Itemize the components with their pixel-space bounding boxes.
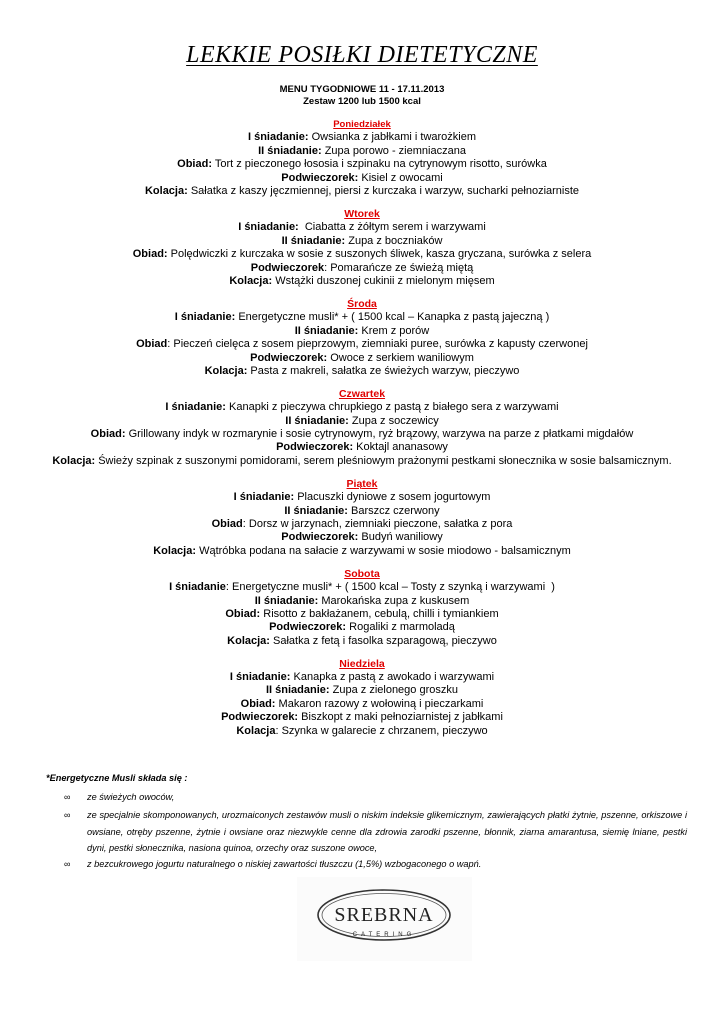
day-heading: Wtorek: [344, 207, 380, 220]
meal-text: Rogaliki z marmoladą: [346, 621, 455, 634]
meal-text: Budyń waniliowy: [358, 531, 443, 544]
logo-mark: [297, 877, 472, 961]
meal-line: [0, 325, 724, 338]
meal-label: II śniadanie:: [258, 144, 322, 157]
meal-line: [0, 248, 724, 261]
meal-line: [0, 595, 724, 608]
meal-text: Zupa porowo - ziemniaczana: [321, 144, 466, 157]
meal-label: I śniadanie:: [233, 491, 295, 504]
meal-label: I śniadanie:: [165, 401, 226, 414]
meal-text: : Pomarańcze ze świeżą miętą: [324, 261, 474, 274]
meal-text: Kanapka z pastą z awokado i warzywami: [290, 671, 495, 684]
meal-text: Sałatka z fetą i fasolka szparagową, pieczywo: [269, 634, 497, 647]
meal-line: [0, 131, 724, 144]
footnote-item: ze świeżych owoców,: [87, 792, 175, 802]
meal-text: : Energetyczne musli* + ( 1500 kcal – Tosty z szynką i warzywami ): [225, 581, 555, 594]
meal-text: Placuszki dyniowe z sosem jogurtowym: [294, 491, 491, 504]
logo-name: SREBRNA: [334, 904, 434, 926]
meal-text: Zupa z soczewicy: [348, 414, 439, 427]
meal-label: Kolacja:: [227, 634, 270, 647]
day-heading: Sobota: [344, 567, 380, 580]
meal-label: Podwieczorek:: [281, 171, 359, 184]
day-heading: Poniedziałek: [333, 119, 391, 130]
page-title: LEKKIE POSIŁKI DIETETYCZNE: [186, 42, 538, 68]
bullet-icon: ∞: [64, 810, 71, 820]
meal-line: [0, 338, 724, 351]
meal-line: [0, 608, 724, 621]
meal-label: Obiad:: [177, 158, 212, 171]
weekly-menu: [0, 118, 724, 738]
menu-set: Zestaw 1200 lub 1500 kcal: [303, 96, 421, 107]
meal-line: [0, 352, 724, 365]
meal-line: [0, 172, 724, 185]
meal-label: I śniadanie:: [229, 671, 291, 684]
meal-text: Zupa z zielonego groszku: [329, 684, 458, 697]
meal-label: Podwieczorek:: [276, 441, 354, 454]
meal-line: [0, 671, 724, 684]
meal-line: [0, 145, 724, 158]
meal-line: [0, 275, 724, 288]
meal-line: [0, 185, 724, 198]
meal-line: [0, 221, 724, 234]
meal-line: [0, 415, 724, 428]
meal-text: Wstążki duszonej cukinii z mielonym mięsem: [272, 274, 495, 287]
meal-label: Podwieczorek:: [269, 621, 347, 634]
meal-line: [0, 262, 724, 275]
logo-tagline: CATERING: [352, 932, 416, 938]
meal-label: Obiad: [211, 517, 243, 530]
meal-text: Wątróbka podana na sałacie z warzywami w sosie miodowo - balsamicznym: [196, 544, 571, 557]
meal-text: : Dorsz w jarzynach, ziemniaki pieczone, sałatka z pora: [242, 517, 513, 530]
menu-week: MENU TYGODNIOWE 11 - 17.11.2013: [279, 84, 445, 95]
meal-text: Polędwiczki z kurczaka w sosie z suszonych śliwek, kasza gryczana, surówka z selera: [167, 248, 592, 261]
meal-label: Podwieczorek:: [281, 531, 359, 544]
meal-line: [0, 621, 724, 634]
bullet-icon: ∞: [64, 859, 71, 869]
meal-label: II śniadanie:: [284, 504, 348, 517]
meal-text: Owoce z serkiem waniliowym: [327, 351, 474, 364]
meal-label: Obiad:: [90, 428, 126, 441]
meal-text: Biszkopt z maki pełnoziarnistej z jabłkami: [298, 711, 503, 724]
meal-label: Obiad:: [240, 697, 276, 710]
meal-text: Barszcz czerwony: [347, 504, 440, 517]
meal-text: Grillowany indyk w rozmarynie i sosie cytrynowym, ryż brązowy, warzywa na parze z płatkami migdałów: [125, 428, 634, 441]
meal-text: Krem z porów: [358, 324, 430, 337]
meal-line: [0, 711, 724, 724]
meal-line: [0, 455, 724, 468]
meal-label: Podwieczorek:: [221, 711, 299, 724]
meal-text: Marokańska zupa z kuskusem: [318, 594, 470, 607]
meal-text: Tort z pieczonego łososia i szpinaku na cytrynowym risotto, surówka: [212, 158, 547, 171]
meal-label: II śniadanie:: [294, 324, 359, 337]
meal-label: Kolacja:: [153, 544, 197, 557]
meal-line: [0, 491, 724, 504]
footnote-title: *Energetyczne Musli składa się :: [46, 773, 188, 783]
day-heading: Czwartek: [338, 387, 386, 400]
meal-label: Obiad:: [132, 248, 168, 261]
meal-text: Owsianka z jabłkami i twarożkiem: [308, 131, 477, 144]
meal-label: II śniadanie:: [266, 684, 330, 697]
meal-label: Obiad:: [225, 607, 261, 620]
meal-line: [0, 698, 724, 711]
meal-line: [0, 545, 724, 558]
meal-label: Podwieczorek: [250, 261, 325, 274]
footnote-item: z bezcukrowego jogurtu naturalnego o niskiej zawartości tłuszczu (1,5%) wzbogaconego o wapń.: [87, 859, 482, 869]
meal-line: [0, 158, 724, 171]
meal-text: Sałatka z kaszy jęczmiennej, piersi z kurczaka i warzyw, sucharki pełnoziarniste: [187, 185, 580, 198]
meal-text: Kisiel z owocami: [358, 171, 443, 184]
meal-text: Zupa z boczniaków: [345, 234, 443, 247]
meal-line: [0, 428, 724, 441]
footnote-item: ze specjalnie skomponowanych, urozmaiconych zestawów musli o niskim indeksie glikemicznym, zawierających płatki żytnie, pszenne, orkiszowe i owsiane, otręby pszenne, żytnie i owsiane oraz niezwykle cenne dla zdrowia zarodki pszenne, błonnik, ziarna amarantusa, siemię lniane, pestki dyni, pestki słonecznika, nasiona quinoa, orzechy oraz suszone owoce,: [87, 810, 687, 853]
meal-line: [0, 235, 724, 248]
meal-text: Koktajl ananasowy: [353, 441, 448, 454]
meal-line: [0, 401, 724, 414]
meal-text: Risotto z bakłażanem, cebulą, chilli i tymiankiem: [260, 607, 499, 620]
srebrna-catering-logo: [297, 877, 472, 961]
meal-text: Świeży szpinak z suszonymi pomidorami, serem pleśniowym prażonymi pestkami słonecznika w sosie balsamicznym.: [95, 454, 672, 467]
meal-line: [0, 635, 724, 648]
meal-text: Makaron razowy z wołowiną i pieczarkami: [275, 697, 484, 710]
bullet-icon: ∞: [64, 792, 71, 802]
meal-label: II śniadanie:: [285, 414, 349, 427]
meal-line: [0, 581, 724, 594]
meal-text: : Szynka w galarecie z chrzanem, pieczywo: [275, 724, 488, 737]
meal-label: II śniadanie:: [254, 594, 319, 607]
meal-text: : Pieczeń cielęca z sosem pieprzowym, ziemniaki puree, surówka z kapusty czerwonej: [167, 338, 588, 351]
meal-label: I śniadanie:: [247, 131, 309, 144]
meal-line: [0, 518, 724, 531]
meal-label: Podwieczorek:: [250, 351, 328, 364]
meal-line: [0, 725, 724, 738]
meal-line: [0, 684, 724, 697]
meal-text: Pasta z makreli, sałatka ze świeżych warzyw, pieczywo: [247, 364, 520, 377]
meal-label: I śniadanie: [169, 581, 226, 594]
meal-line: [0, 311, 724, 324]
day-heading: Piątek: [346, 477, 378, 490]
day-heading: Niedziela: [339, 657, 385, 670]
day-heading: Środa: [347, 297, 377, 310]
meal-label: Kolacja:: [229, 274, 273, 287]
meal-label: I śniadanie:: [174, 311, 236, 324]
meal-label: II śniadanie:: [281, 234, 346, 247]
meal-text: Ciabatta z żółtym serem i warzywami: [298, 221, 486, 234]
meal-label: Kolacja:: [204, 364, 248, 377]
meal-line: [0, 365, 724, 378]
meal-line: [0, 441, 724, 454]
meal-label: Obiad: [136, 338, 168, 351]
meal-line: [0, 531, 724, 544]
meal-line: [0, 505, 724, 518]
meal-label: Kolacja:: [52, 454, 96, 467]
meal-text: Kanapki z pieczywa chrupkiego z pastą z białego sera z warzywami: [225, 401, 559, 414]
meal-label: I śniadanie:: [238, 221, 299, 234]
meal-text: Energetyczne musli* + ( 1500 kcal – Kanapka z pastą jajeczną ): [235, 311, 550, 324]
meal-label: Kolacja:: [144, 185, 188, 198]
meal-label: Kolacja: [236, 724, 276, 737]
